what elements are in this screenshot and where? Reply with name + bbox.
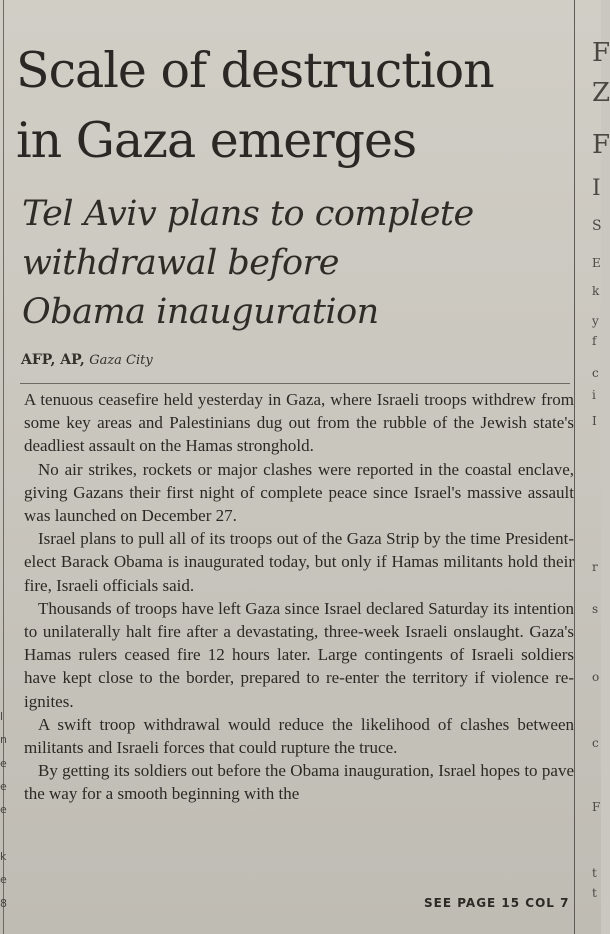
- byline: [21, 352, 153, 368]
- fragment: y: [592, 314, 599, 328]
- continued-on-page: SEE PAGE 15 COL 7: [424, 896, 570, 910]
- fragment: r: [592, 560, 598, 574]
- fragment: F: [592, 130, 610, 160]
- subheadline-line: withdrawal before: [22, 243, 339, 283]
- fragment: E: [592, 256, 601, 270]
- fragment: k: [0, 850, 7, 863]
- fragment: F: [592, 800, 601, 814]
- byline-location: Gaza City: [89, 353, 153, 368]
- fragment: o: [592, 670, 600, 684]
- body-divider: [20, 383, 570, 384]
- article-paragraph: A swift troop withdrawal would reduce the likelihood of clashes between militants and Israeli forces that could rupture the truce.: [24, 714, 574, 758]
- subheadline: [22, 190, 572, 337]
- article-paragraph: Thousands of troops have left Gaza since Israel declared Saturday its intention to unilaterally halt fire after a devastating, three-week Israeli onslaught. Gaza's Hamas rulers ceased fire 12 hours later. Large contingents of Israeli soldiers have kept close to the border, prepared to re-enter the territory if violence re-ignites.: [24, 598, 574, 711]
- fragment: 8: [0, 897, 7, 910]
- subheadline-line: Obama inauguration: [22, 292, 379, 332]
- fragment: I: [592, 414, 597, 428]
- article-paragraph: By getting its soldiers out before the Obama inauguration, Israel hopes to pave the way for a smooth beginning with the: [24, 761, 574, 804]
- fragment: c: [592, 736, 599, 750]
- fragment: e: [0, 780, 7, 793]
- adjacent-column-right: [578, 30, 610, 930]
- fragment: F: [592, 38, 610, 68]
- fragment: S: [592, 218, 602, 234]
- adjacent-column-left: [0, 640, 10, 930]
- fragment: t: [592, 866, 597, 880]
- article-body: [24, 388, 574, 806]
- fragment: f: [592, 334, 597, 348]
- fragment: Z: [592, 78, 610, 108]
- article-paragraph: No air strikes, rockets or major clashes were reported in the coastal enclave, giving Gazans their first night of complete peace since Israel's massive assault was launched on December 27.: [24, 459, 574, 526]
- fragment: n: [0, 733, 7, 746]
- headline: [16, 36, 576, 176]
- article-paragraph: Israel plans to pull all of its troops out of the Gaza Strip by the time President-elect Barack Obama is inaugurated today, but only if Hamas militants hold their fire, Israeli officials said.: [24, 529, 574, 595]
- fragment: t: [592, 886, 597, 900]
- headline-line: Scale of destruction: [16, 42, 494, 99]
- article-paragraph: A tenuous ceasefire held yesterday in Gaza, where Israeli troops withdrew from some key areas and Palestinians dug out from the rubble of the Jewish state's deadliest assault on the Hamas stronghold.: [24, 390, 574, 456]
- fragment: l: [0, 710, 4, 723]
- fragment: c: [592, 366, 599, 380]
- headline-line: in Gaza emerges: [16, 112, 417, 169]
- fragment: e: [0, 757, 7, 770]
- fragment: e: [0, 803, 7, 816]
- subheadline-line: Tel Aviv plans to complete: [22, 194, 474, 234]
- fragment: e: [0, 873, 7, 886]
- fragment: i: [592, 388, 596, 402]
- fragment: s: [592, 602, 599, 616]
- fragment: k: [592, 284, 600, 298]
- byline-agencies: AFP, AP,: [21, 352, 85, 368]
- fragment: I: [592, 176, 601, 201]
